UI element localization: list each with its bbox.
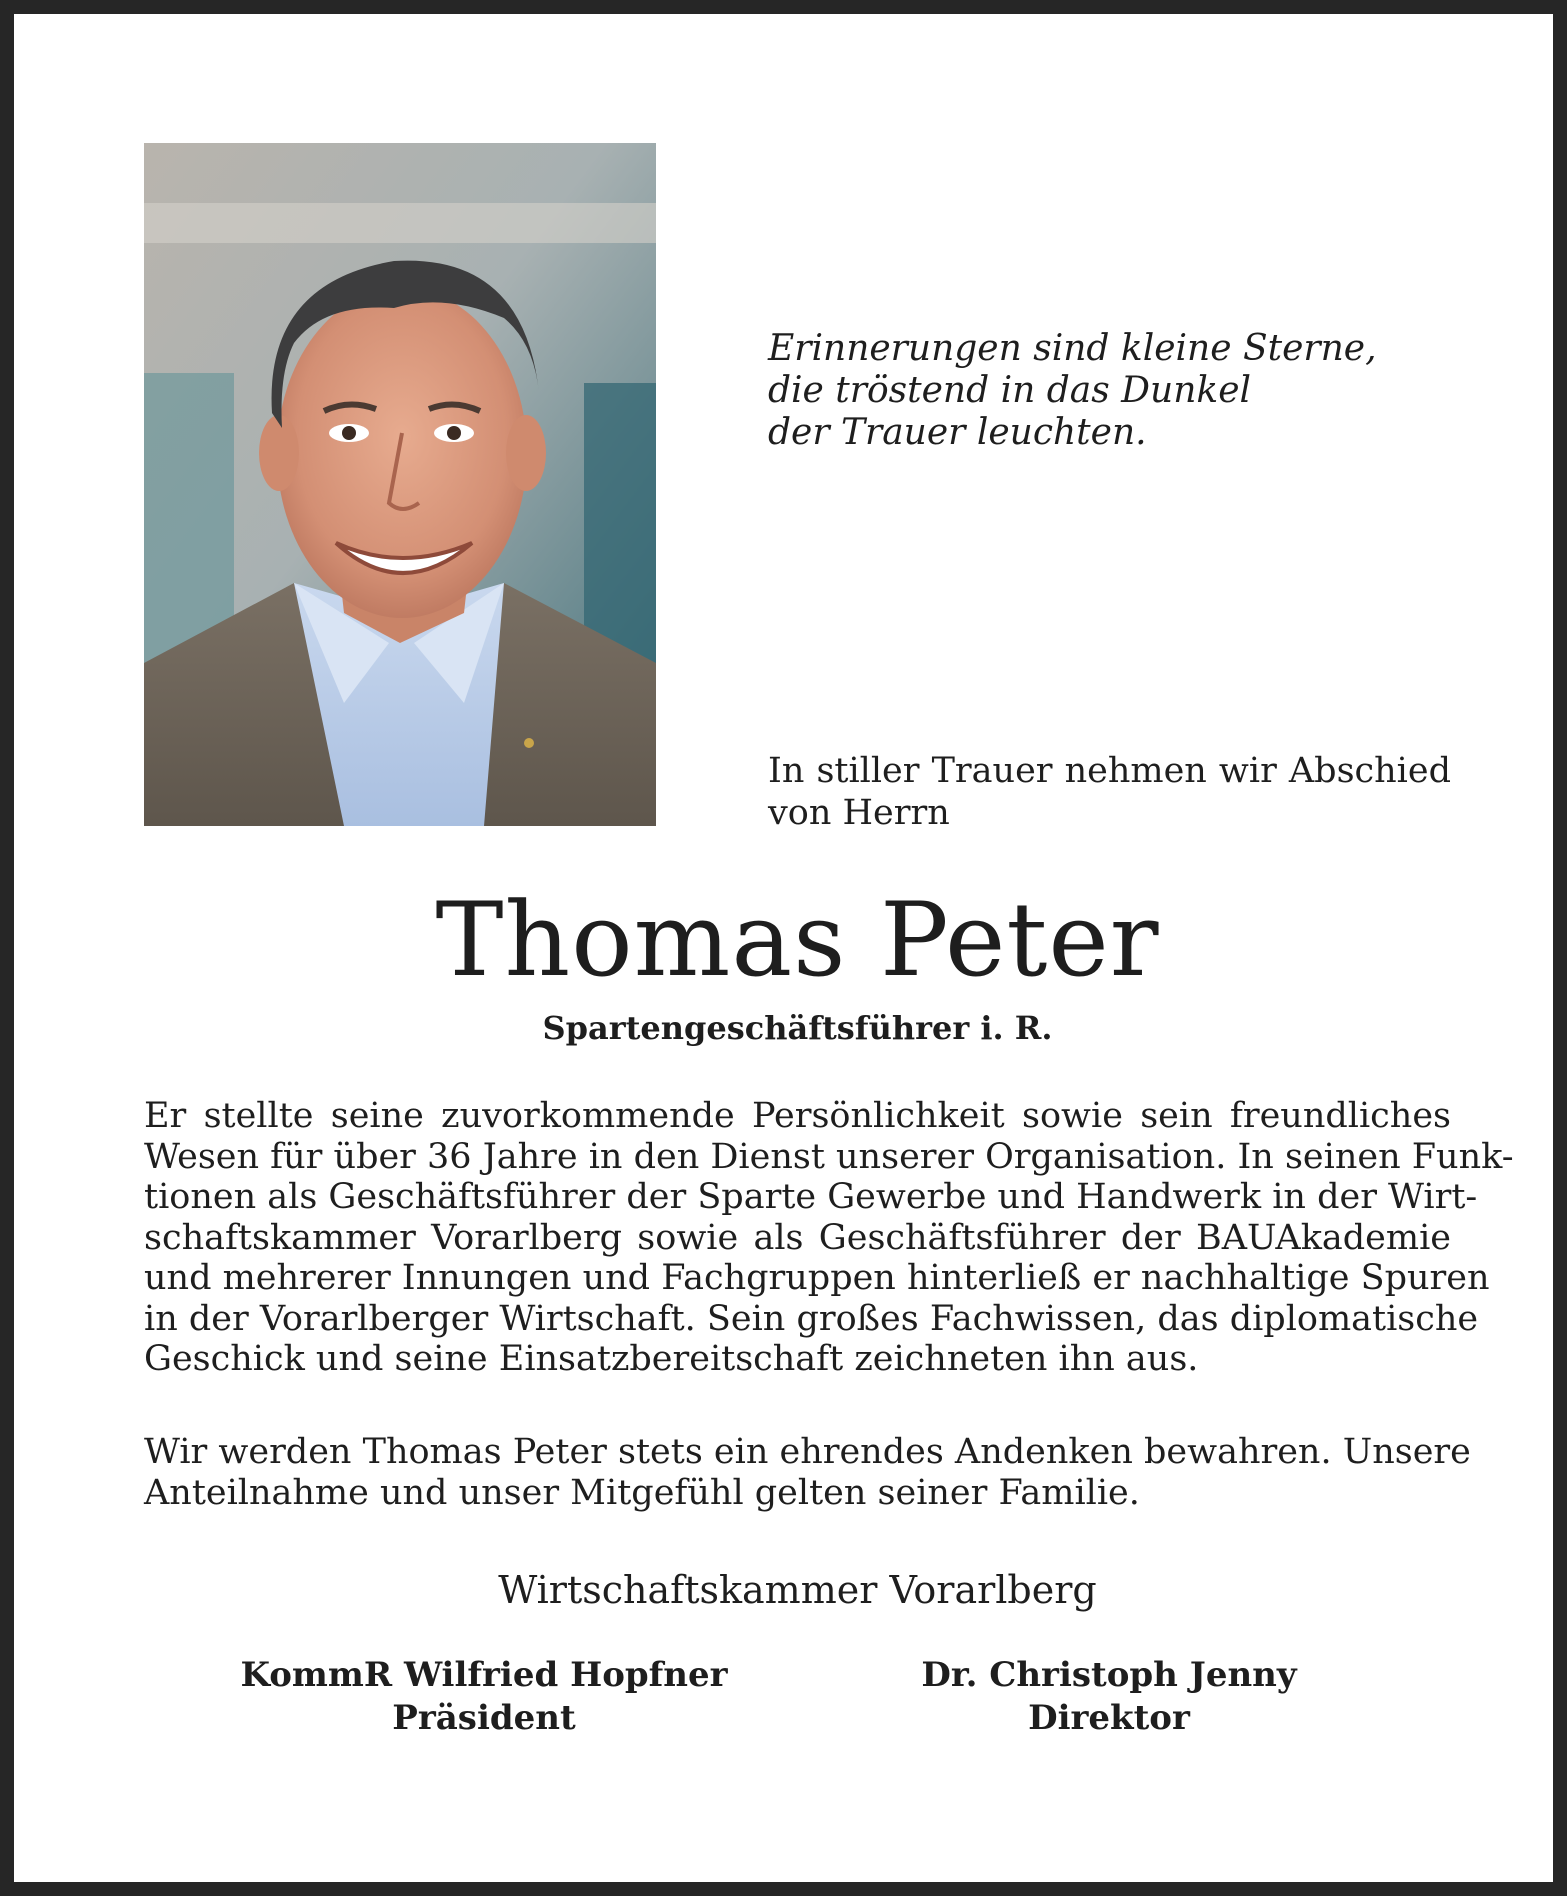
- deceased-name: Thomas Peter: [435, 881, 1160, 1000]
- quote-line: Erinnerungen sind kleine Sterne,: [768, 328, 1377, 369]
- signatory-name: KommR Wilfried Hopfner: [240, 1655, 728, 1695]
- quote-line: der Trauer leuchten.: [768, 412, 1147, 453]
- signatory-left: [174, 1654, 794, 1740]
- paragraph-line: schaftskammer Vorarlberg sowie als Geschäftsführer der BAUAkademie: [144, 1217, 1451, 1258]
- paragraph-line: Wesen für über 36 Jahre in den Dienst unserer Organisation. In seinen Funk-: [144, 1136, 1514, 1177]
- intro-line: von Herrn: [768, 793, 950, 833]
- organization-name: Wirtschaftskammer Vorarlberg: [498, 1568, 1097, 1612]
- paragraph-line: Wir werden Thomas Peter stets ein ehrendes Andenken bewahren. Unsere: [144, 1432, 1471, 1472]
- paragraph-line: Geschick und seine Einsatzbereitschaft zeichneten ihn aus.: [144, 1339, 1199, 1379]
- portrait-photo: [144, 143, 656, 826]
- memorial-quote: [768, 328, 1488, 454]
- signatory-right: [799, 1654, 1419, 1740]
- farewell-intro: [768, 750, 1451, 834]
- paragraph-line: Er stellte seine zuvorkommende Persönlichkeit sowie sein freundliches: [144, 1096, 1451, 1136]
- signatory-name: Dr. Christoph Jenny: [921, 1655, 1297, 1695]
- paragraph-line: und mehrerer Innungen und Fachgruppen hinterließ er nachhaltige Spuren: [144, 1258, 1490, 1298]
- condolence-paragraph: [144, 1432, 1471, 1513]
- signatory-role: Direktor: [1028, 1698, 1190, 1738]
- quote-line: die tröstend in das Dunkel: [768, 370, 1252, 411]
- portrait-illustration: [144, 143, 656, 826]
- paragraph-line: in der Vorarlberger Wirtschaft. Sein großes Fachwissen, das diplomatische: [144, 1298, 1479, 1339]
- paragraph-line: tionen als Geschäftsführer der Sparte Gewerbe und Handwerk in der Wirt-: [144, 1177, 1478, 1217]
- deceased-title: Spartengeschäftsführer i. R.: [542, 1009, 1053, 1047]
- intro-line: In stiller Trauer nehmen wir Abschied: [768, 751, 1451, 791]
- paragraph-line: Anteilnahme und unser Mitgefühl gelten seiner Familie.: [144, 1472, 1140, 1513]
- signatory-role: Präsident: [392, 1698, 576, 1738]
- tribute-paragraph: [144, 1096, 1514, 1380]
